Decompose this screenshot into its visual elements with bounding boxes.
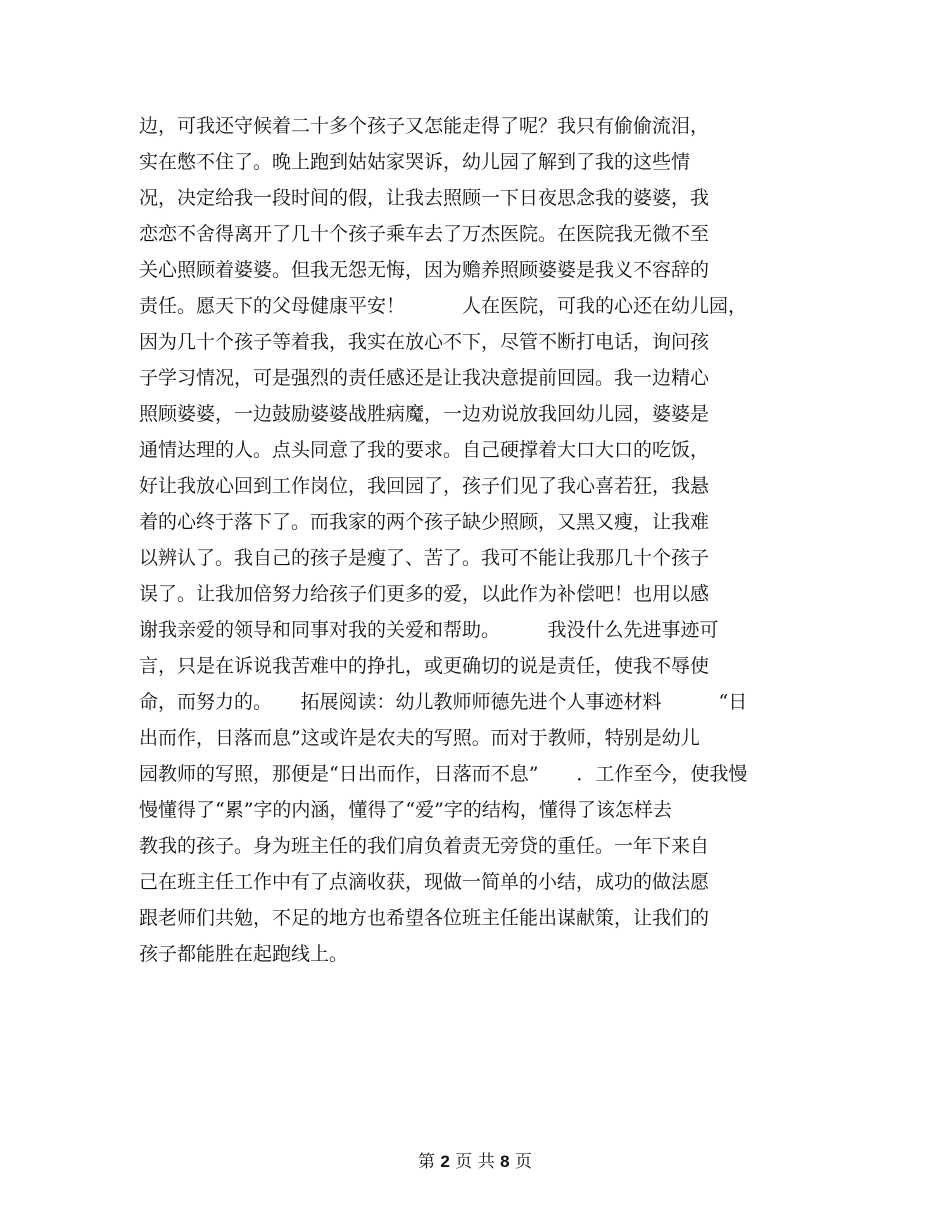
current-page-number: 2	[440, 1152, 450, 1171]
text-line: 命，而努力的。 拓展阅读：幼儿教师师德先进个人事迹材料 “日	[139, 691, 748, 713]
total-pages-number: 8	[500, 1152, 510, 1171]
text-line: 孩子都能胜在起跑线上。	[139, 943, 349, 965]
text-line: 好让我放心回到工作岗位，我回园了，孩子们见了我心喜若狂，我悬	[139, 475, 710, 497]
footer-suffix: 页	[514, 1152, 532, 1172]
text-line: 实在憋不住了。晚上跑到姑姑家哭诉，幼儿园了解到了我的这些情	[139, 151, 691, 173]
text-line: 因为几十个孩子等着我，我实在放心不下，尽管不断打电话，询问孩	[139, 331, 710, 353]
text-line: 况，决定给我一段时间的假，让我去照顾一下日夜思念我的婆婆，我	[139, 187, 710, 209]
footer-prefix: 第	[418, 1152, 436, 1172]
text-line: 通情达理的人。点头同意了我的要求。自己硬撑着大口大口的吃饭，	[139, 439, 710, 461]
text-line: 边，可我还守候着二十多个孩子又怎能走得了呢？我只有偷偷流泪，	[139, 115, 710, 137]
text-line: 跟老师们共勉，不足的地方也希望各位班主任能出谋献策，让我们的	[139, 907, 710, 929]
text-line: 子学习情况，可是强烈的责任感还是让我决意提前回园。我一边精心	[139, 367, 710, 389]
footer-middle: 页 共	[455, 1152, 495, 1172]
text-line: 以辨认了。我自己的孩子是瘦了、苦了。我可不能让我那几十个孩子	[139, 547, 710, 569]
body-text	[139, 108, 839, 972]
text-line: 恋恋不舍得离开了几十个孩子乘车去了万杰医院。在医院我无微不至	[139, 223, 710, 245]
text-line: 己在班主任工作中有了点滴收获，现做一简单的小结，成功的做法愿	[139, 871, 710, 893]
text-line: 着的心终于落下了。而我家的两个孩子缺少照顾，又黑又瘦，让我难	[139, 511, 710, 533]
text-line: 园教师的写照，那便是“日出而作，日落而不息” ．工作至今，使我慢	[139, 763, 748, 785]
text-line: 教我的孩子。身为班主任的我们肩负着责无旁贷的重任。一年下来自	[139, 835, 710, 857]
text-line: 责任。愿天下的父母健康平安！ 人在医院，可我的心还在幼儿园，	[139, 295, 748, 317]
text-line: 误了。让我加倍努力给孩子们更多的爱，以此作为补偿吧！也用以感	[139, 583, 710, 605]
text-line: 关心照顾着婆婆。但我无怨无悔，因为赡养照顾婆婆是我义不容辞的	[139, 259, 710, 281]
text-line: 照顾婆婆，一边鼓励婆婆战胜病魔，一边劝说放我回幼儿园，婆婆是	[139, 403, 710, 425]
text-line: 慢懂得了“累”字的内涵，懂得了“爱”字的结构，懂得了该怎样去	[139, 799, 672, 821]
text-line: 言，只是在诉说我苦难中的挣扎，或更确切的说是责任，使我不辱使	[139, 655, 710, 677]
page-footer	[0, 1150, 950, 1174]
text-line: 谢我亲爱的领导和同事对我的关爱和帮助。 我没什么先进事迹可	[139, 619, 719, 641]
text-line: 出而作，日落而息”这或许是农夫的写照。而对于教师，特别是幼儿	[139, 727, 700, 749]
